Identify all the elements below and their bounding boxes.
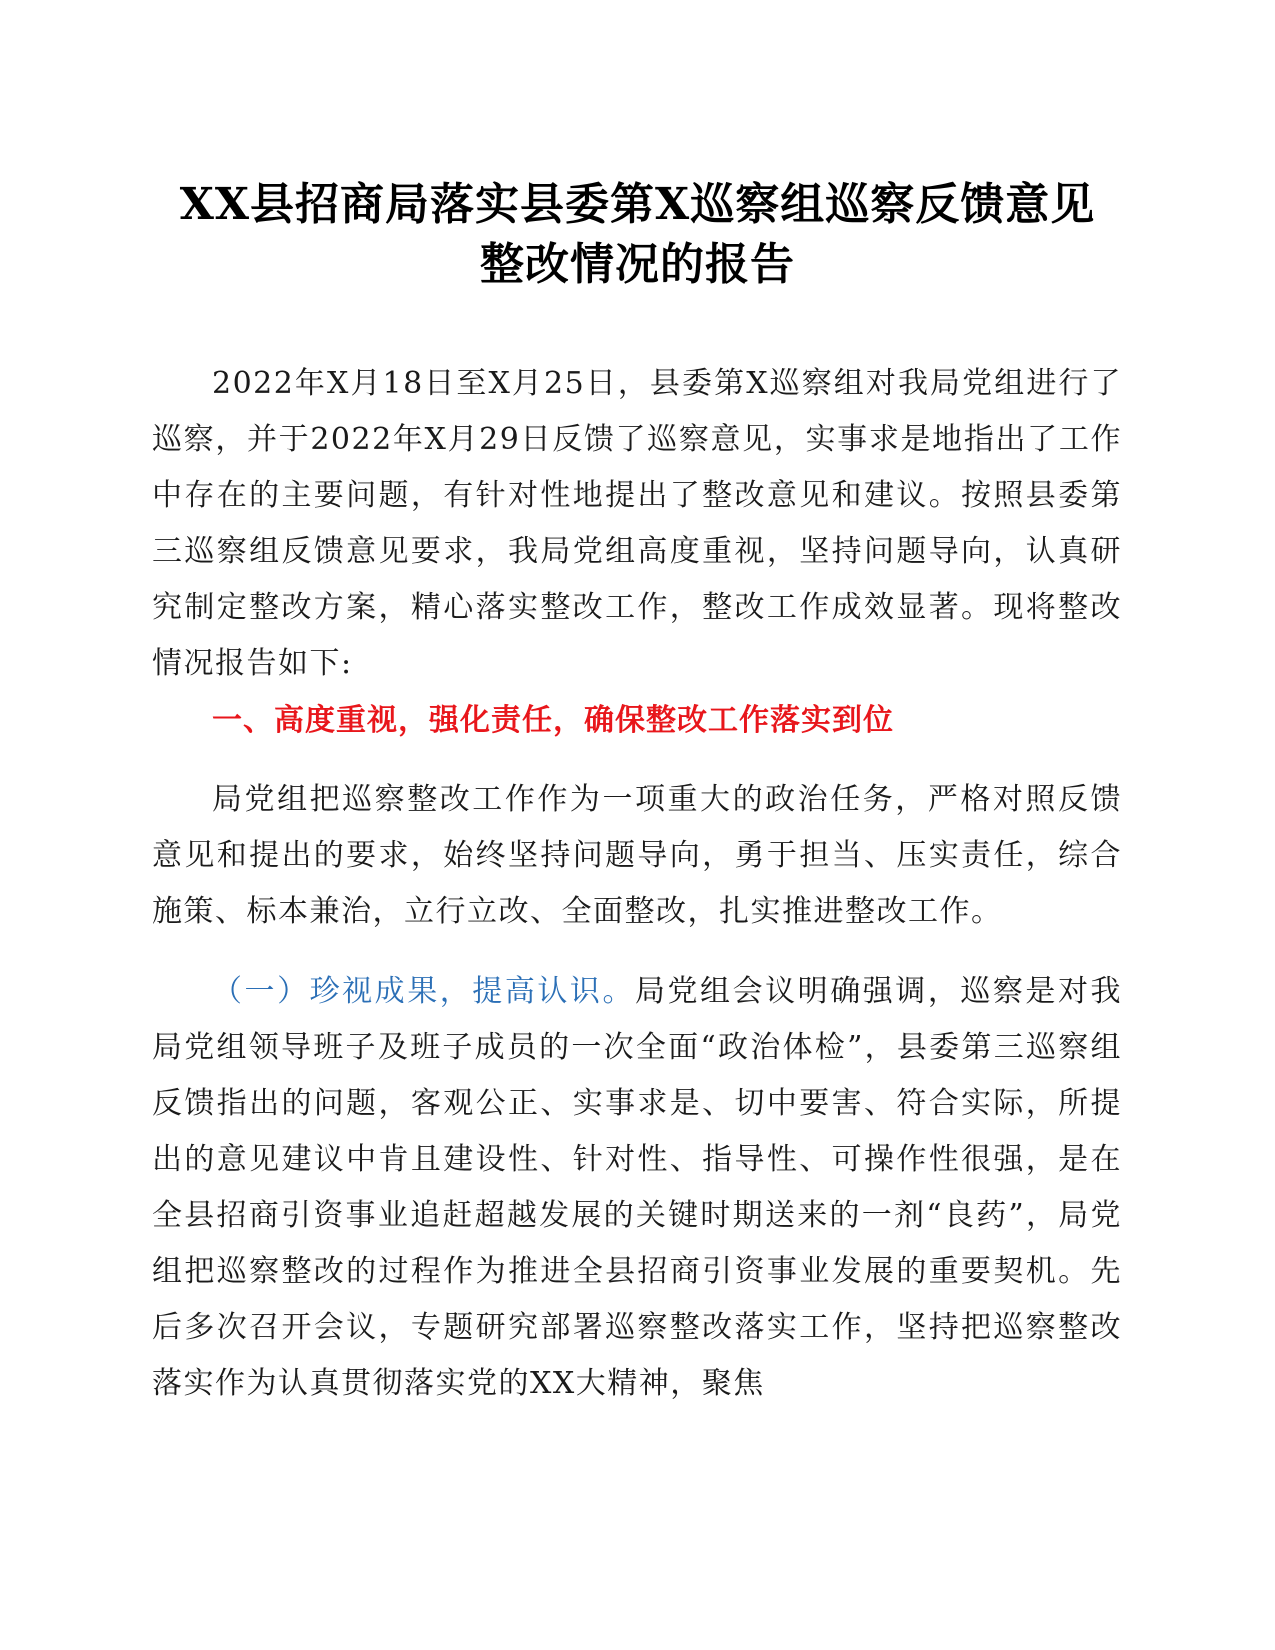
subsection-1-paragraph <box>152 964 1122 1412</box>
section-1-heading: 一、高度重视，强化责任，确保整改工作落实到位 <box>212 703 894 738</box>
document-title-line-1: XX县招商局落实县委第X巡察组巡察反馈意见 <box>179 179 1096 230</box>
subsection-1-text: 局党组会议明确强调，巡察是对我局党组领导班子及班子成员的一次全面“政治体检”，县委第三巡察组反馈指出的问题，客观公正、实事求是、切中要害、符合实际，所提出的意见建议中肯且建设性、针对性、指导性、可操作性很强，是在全县招商引资事业追赶超越发展的关键时期送来的一剂“良药”，局党组把巡察整改的过程作为推进全县招商引资事业发展的重要契机。先后多次召开会议，专题研究部署巡察整改落实工作，坚持把巡察整改落实作为认真贯彻落实党的XX大精神，聚焦 <box>152 974 1123 1401</box>
intro-paragraph: 2022年X月18日至X月25日，县委第X巡察组对我局党组进行了巡察，并于2022年X月29日反馈了巡察意见，实事求是地指出了工作中存在的主要问题，有针对性地提出了整改意见和建议。按照县委第三巡察组反馈意见要求，我局党组高度重视，坚持问题导向，认真研究制定整改方案，精心落实整改工作，整改工作成效显著。现将整改情况报告如下: <box>152 366 1122 681</box>
section-1-paragraph: 局党组把巡察整改工作作为一项重大的政治任务，严格对照反馈意见和提出的要求，始终坚持问题导向，勇于担当、压实责任，综合施策、标本兼治，立行立改、全面整改，扎实推进整改工作。 <box>152 782 1122 929</box>
subsection-1-heading: （一）珍视成果，提高认识。 <box>212 974 635 1009</box>
document-title-line-2: 整改情况的报告 <box>480 239 795 290</box>
